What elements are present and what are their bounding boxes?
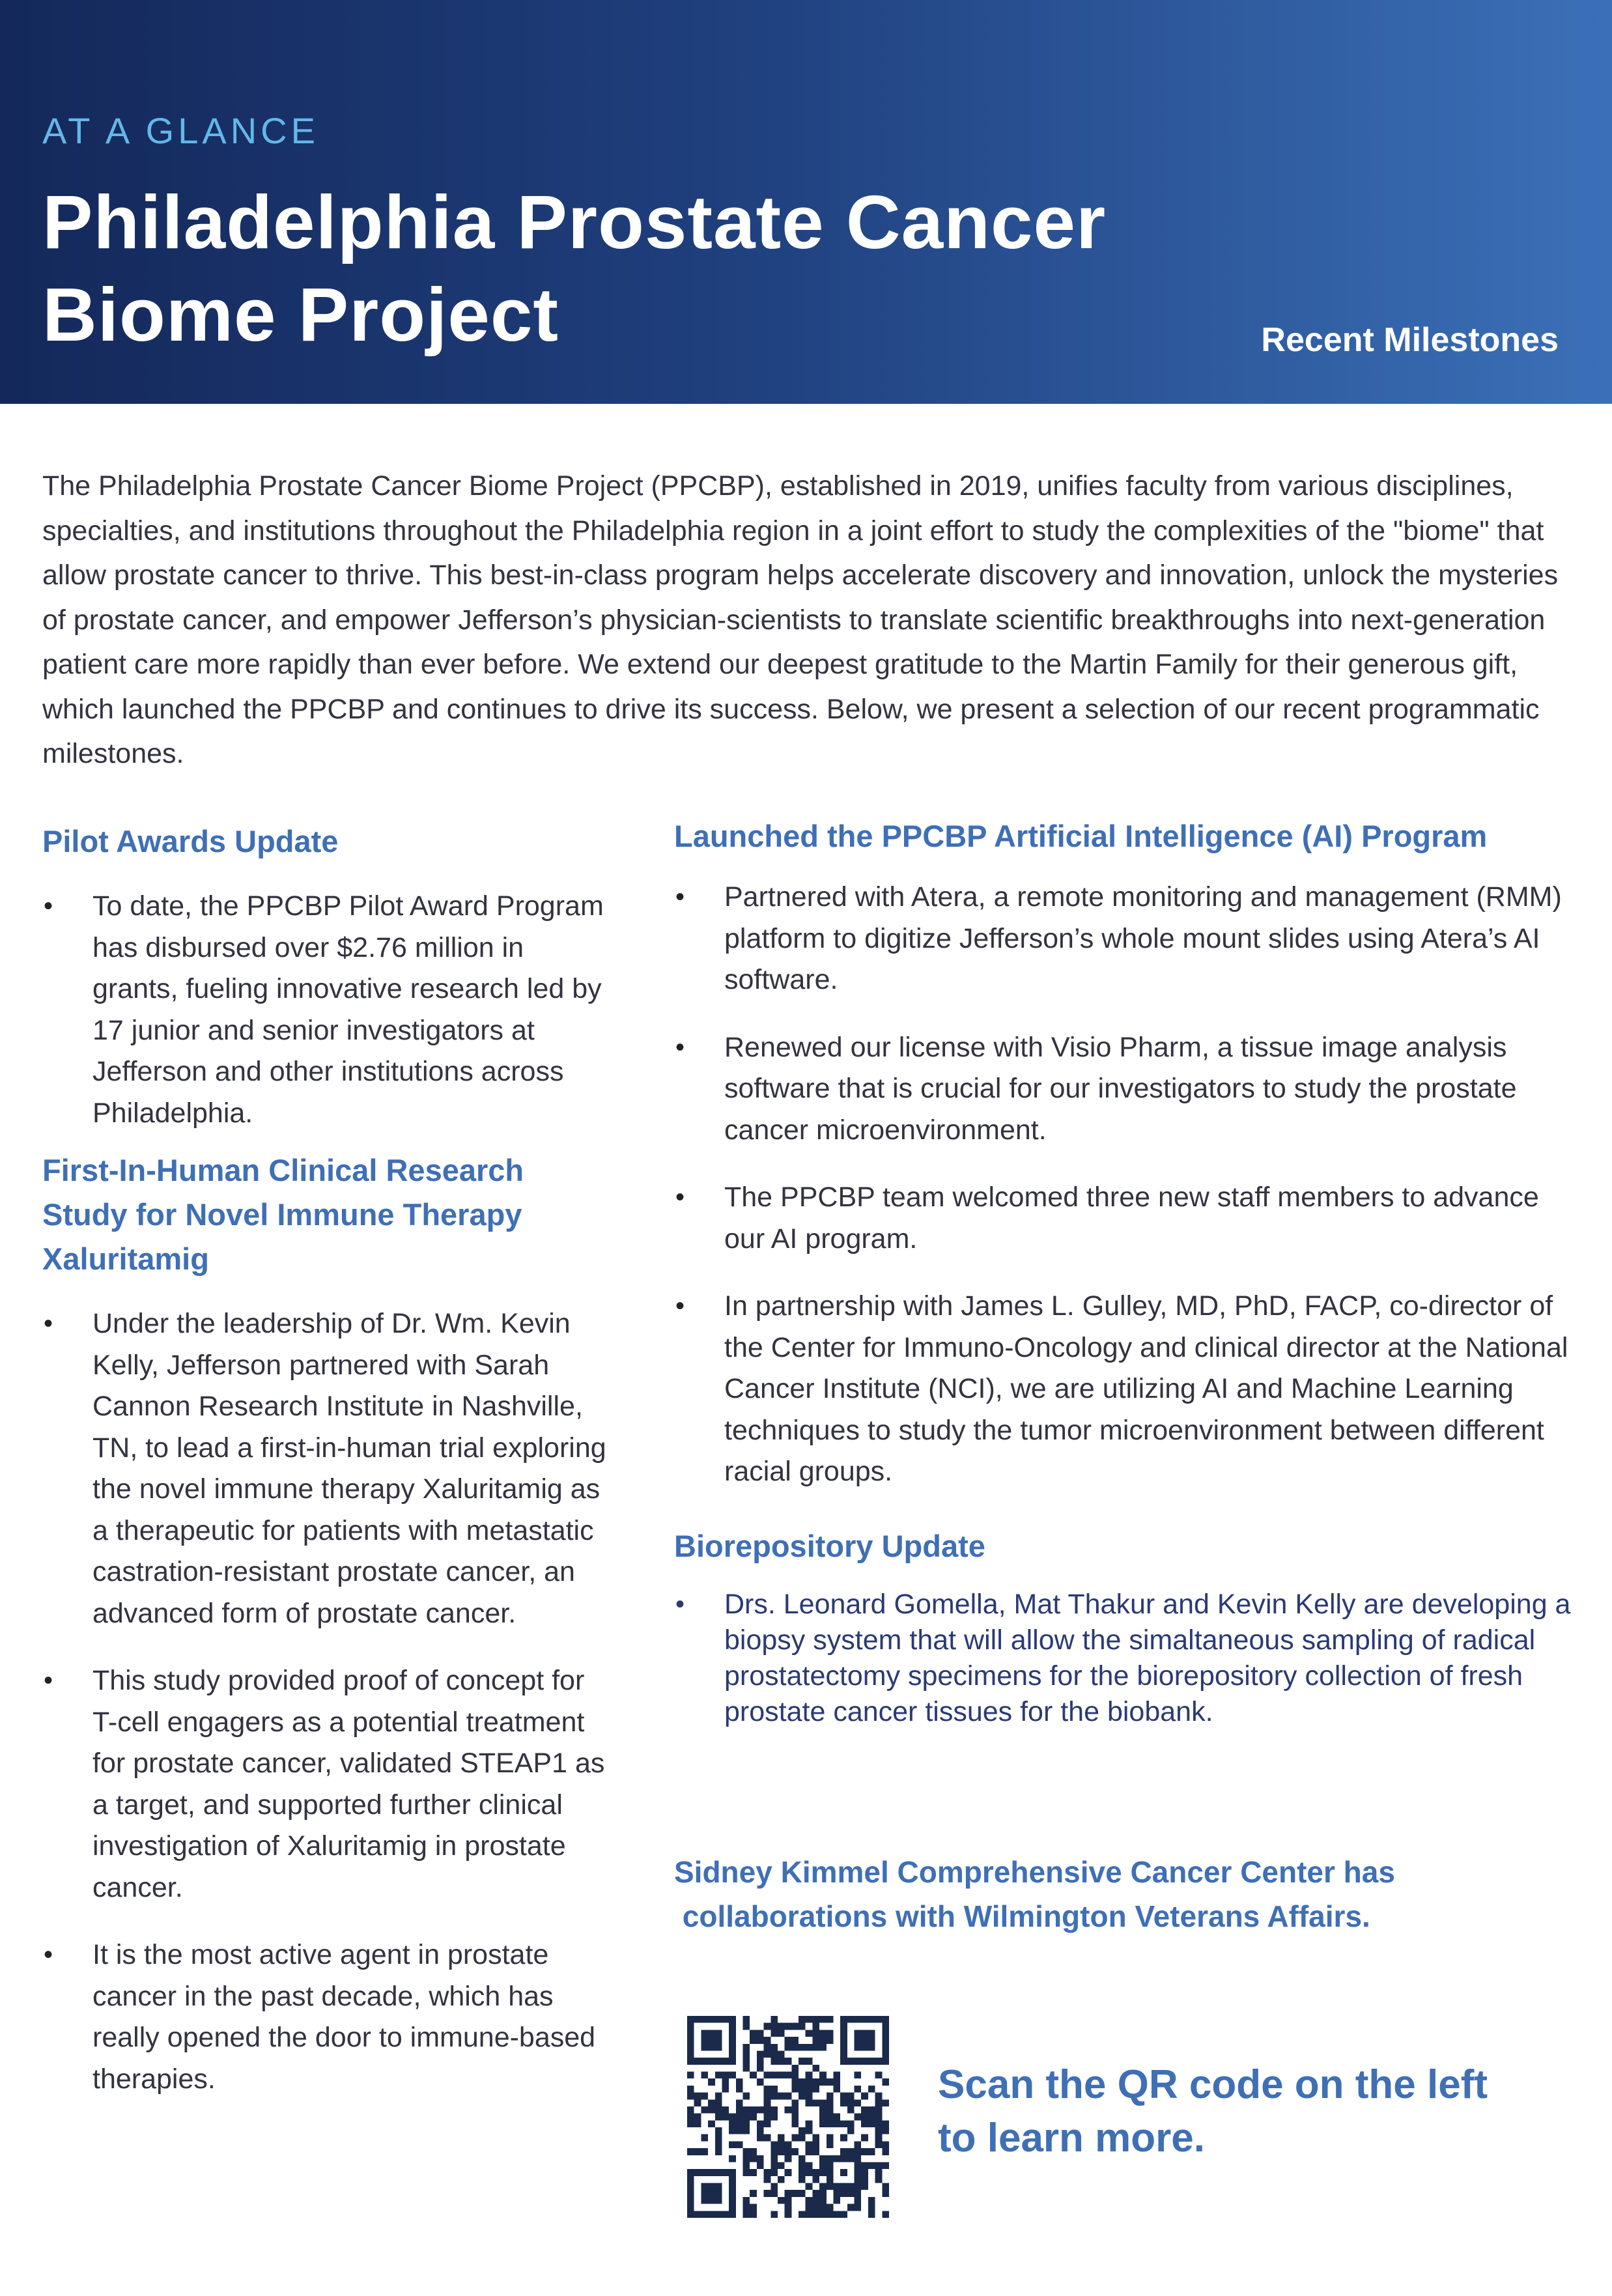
list-item: • In partnership with James L. Gulley, MD, PhD, FACP, co-director of the Center for Immuno-Oncology and clinical director at the National Cancer Institute (NCI), we are utilizing AI and Machine Learning techniques to study the tumor microenvironment between different racial groups. (674, 1286, 1573, 1493)
qr-code[interactable] (687, 2016, 889, 2218)
intro-paragraph: The Philadelphia Prostate Cancer Biome Project (PPCBP), established in 2019, unifies faculty from various disciplines, specialties, and institutions throughout the Philadelphia region in a joint effort to study the complexities of the "biome" that allow prostate cancer to thrive. This best-in-class program helps accelerate discovery and innovation, unlock the mysteries of prostate cancer, and empower Jefferson’s physician-scientists to translate scientific breakthroughs into next-generation patient care more rapidly than ever before. We extend our deepest gratitude to the Martin Family for their generous gift, which launched the PPCBP and continues to drive its success. Below, we present a selection of our recent programmatic milestones. (42, 470, 1559, 769)
ai-program-list (674, 877, 1573, 1493)
bullet-icon: • (44, 1666, 53, 1695)
list-item: • Drs. Leonard Gomella, Mat Thakur and Kevin Kelly are developing a biopsy system that will allow the simaltaneous sampling of radical prostatectomy specimens for the biorepository collection of fresh prostate cancer tissues for the biobank. (674, 1587, 1573, 1730)
biorepository-heading: Biorepository Update (674, 1528, 985, 1563)
list-item: • This study provided proof of concept for T-cell engagers as a potential treatment for prostate cancer, validated STEAP1 as a target, and supported further clinical investigation of Xaluritamig in prostate cancer. (42, 1660, 615, 1908)
page-title-line-1: Philadelphia Prostate Cancer (42, 180, 1107, 264)
bullet-icon: • (675, 1292, 685, 1320)
callout-line-1: Sidney Kimmel Comprehensive Cancer Center has (674, 1855, 1395, 1889)
list-item: • It is the most active agent in prostate cancer in the past decade, which has really opened the door to immune-based therapies. (42, 1935, 615, 2100)
left-column (42, 819, 615, 2100)
header-banner (0, 0, 1612, 404)
list-item: • Partnered with Atera, a remote monitoring and management (RMM) platform to digitize Jefferson’s whole mount slides using Atera’s AI software. (674, 877, 1573, 1001)
scan-line-1: Scan the QR code on the left (938, 2062, 1488, 2107)
scan-instructions (938, 2058, 1524, 2165)
collaboration-callout (674, 1850, 1573, 1938)
clinical-research-heading: First-In-Human Clinical Research Study for Novel Immune Therapy Xaluritamig (42, 1153, 524, 1276)
scan-line-2: to learn more. (938, 2116, 1205, 2161)
pilot-awards-list (42, 886, 615, 1134)
bullet-icon: • (44, 1309, 53, 1338)
bullet-icon: • (675, 1032, 685, 1062)
list-item: • Under the leadership of Dr. Wm. Kevin Kelly, Jefferson partnered with Sarah Cannon Research Institute in Nashville, TN, to lead a first-in-human trial exploring the novel immune therapy Xaluritamig as a therapeutic for patients with metastatic castration-resistant prostate cancer, an advanced form of prostate cancer. (42, 1303, 615, 1634)
right-column (674, 814, 1573, 1730)
recent-milestones-label: Recent Milestones (1261, 321, 1559, 359)
biorepository-list (674, 1587, 1573, 1730)
bullet-icon: • (44, 1940, 53, 1969)
list-item: • The PPCBP team welcomed three new staff members to advance our AI program. (674, 1177, 1573, 1260)
clinical-research-list (42, 1303, 615, 2100)
bullet-icon: • (675, 883, 685, 911)
list-item: • To date, the PPCBP Pilot Award Program has disbursed over $2.76 million in grants, fueling innovative research led by 17 junior and senior investigators at Jefferson and other institutions across Philadelphia. (42, 886, 615, 1134)
bullet-icon: • (44, 892, 53, 920)
bullet-icon: • (675, 1183, 685, 1212)
page-title-line-2: Biome Project (42, 272, 559, 357)
bullet-icon: • (675, 1589, 685, 1619)
list-item: • Renewed our license with Visio Pharm, a tissue image analysis software that is crucial for our investigators to study the prostate cancer microenvironment. (674, 1027, 1573, 1152)
eyebrow-label: AT A GLANCE (42, 110, 319, 151)
callout-line-2: collaborations with Wilmington Veterans Affairs. (674, 1899, 1370, 1933)
ai-program-heading: Launched the PPCBP Artificial Intelligence (AI) Program (674, 819, 1488, 853)
page-title (42, 176, 1215, 361)
pilot-awards-heading: Pilot Awards Update (42, 824, 339, 858)
